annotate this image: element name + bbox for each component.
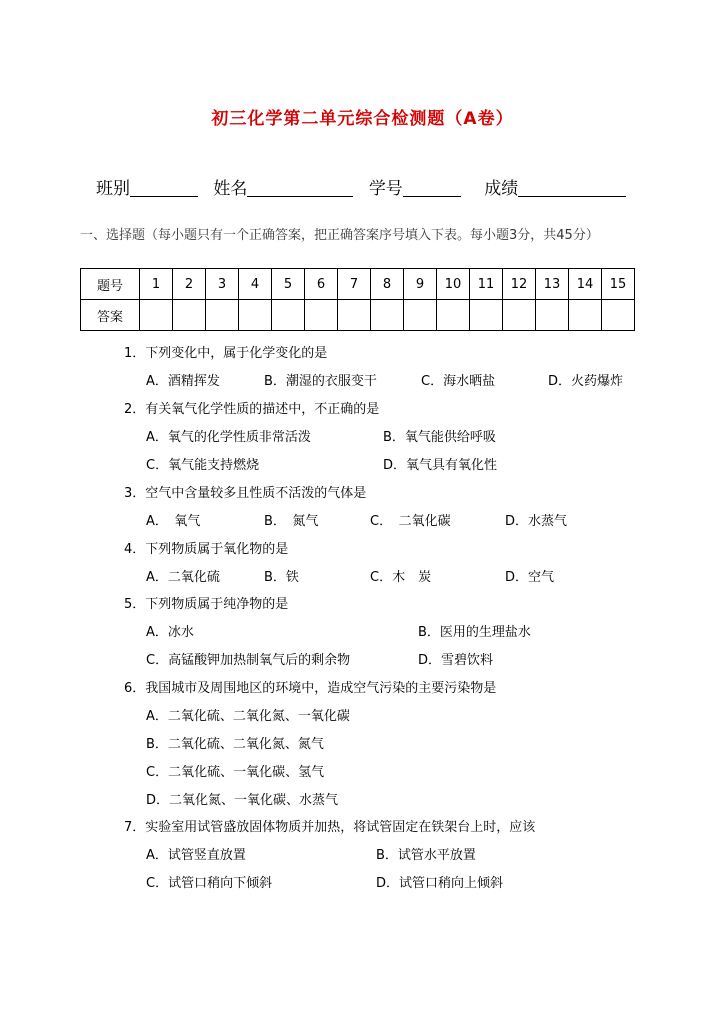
answer-cell[interactable] xyxy=(437,300,470,331)
number-cell: 4 xyxy=(239,269,272,300)
student-info-line xyxy=(96,174,626,199)
q2-option-b: B．氧气能供给呼吸 xyxy=(383,430,496,445)
q3-option-a: A． 氧气 xyxy=(146,514,201,529)
question-1-stem: 1．下列变化中，属于化学变化的是 xyxy=(124,346,328,361)
answer-cell[interactable] xyxy=(239,300,272,331)
q5-option-c: C．高锰酸钾加热制氧气后的剩余物 xyxy=(146,653,351,668)
answer-cell[interactable] xyxy=(503,300,536,331)
q4-option-d: D．空气 xyxy=(505,570,555,585)
q4-option-b: B．铁 xyxy=(264,570,299,585)
question-6-stem: 6．我国城市及周围地区的环境中，造成空气污染的主要污染物是 xyxy=(124,681,497,696)
q5-option-a: A．冰水 xyxy=(146,625,194,640)
q2-option-d: D．氧气具有氧化性 xyxy=(383,458,498,473)
answer-row xyxy=(81,300,635,331)
number-cell: 7 xyxy=(338,269,371,300)
id-blank[interactable] xyxy=(403,178,461,197)
q1-option-a: A．酒精挥发 xyxy=(146,374,220,389)
answer-cell[interactable] xyxy=(338,300,371,331)
number-cell: 14 xyxy=(569,269,602,300)
q3-option-d: D．水蒸气 xyxy=(505,514,568,529)
q2-option-a: A．氧气的化学性质非常活泼 xyxy=(146,430,311,445)
number-cell: 1 xyxy=(140,269,173,300)
q4-option-a: A．二氧化硫 xyxy=(146,570,220,585)
number-cell: 5 xyxy=(272,269,305,300)
q4-option-c: C．木 炭 xyxy=(370,570,432,585)
answer-cell[interactable] xyxy=(470,300,503,331)
number-cell: 13 xyxy=(536,269,569,300)
question-2-stem: 2．有关氧气化学性质的描述中，不正确的是 xyxy=(124,402,380,417)
score-label: 成绩 xyxy=(484,179,519,199)
q6-option-c: C．二氧化硫、一氧化碳、氢气 xyxy=(146,765,325,780)
number-cell: 11 xyxy=(470,269,503,300)
q6-option-d: D．二氧化氮、一氧化碳、水蒸气 xyxy=(146,793,339,808)
answer-cell[interactable] xyxy=(371,300,404,331)
q7-option-c: C．试管口稍向下倾斜 xyxy=(146,876,273,891)
name-blank[interactable] xyxy=(247,178,353,197)
score-blank[interactable] xyxy=(518,178,626,197)
answer-cell[interactable] xyxy=(173,300,206,331)
question-7-stem: 7．实验室用试管盛放固体物质并加热，将试管固定在铁架台上时，应该 xyxy=(124,820,536,835)
answer-row-head: 答案 xyxy=(81,300,140,331)
answer-cell[interactable] xyxy=(140,300,173,331)
question-3-stem: 3．空气中含量较多且性质不活泼的气体是 xyxy=(124,486,367,501)
q6-option-b: B．二氧化硫、二氧化氮、氮气 xyxy=(146,737,324,752)
answer-cell[interactable] xyxy=(272,300,305,331)
question-5-stem: 5．下列物质属于纯净物的是 xyxy=(124,597,289,612)
q3-option-b: B． 氮气 xyxy=(264,514,319,529)
number-cell: 15 xyxy=(602,269,635,300)
answer-table xyxy=(80,268,635,331)
class-blank[interactable] xyxy=(130,178,198,197)
answer-cell[interactable] xyxy=(569,300,602,331)
number-cell: 10 xyxy=(437,269,470,300)
number-cell: 2 xyxy=(173,269,206,300)
q1-option-c: C．海水晒盐 xyxy=(421,374,496,389)
number-cell: 6 xyxy=(305,269,338,300)
q5-option-d: D．雪碧饮料 xyxy=(418,653,494,668)
number-cell: 9 xyxy=(404,269,437,300)
q7-option-b: B．试管水平放置 xyxy=(376,848,476,863)
q1-option-d: D．火药爆炸 xyxy=(548,374,624,389)
number-cell: 8 xyxy=(371,269,404,300)
q7-option-a: A．试管竖直放置 xyxy=(146,848,246,863)
number-cell: 12 xyxy=(503,269,536,300)
answer-cell[interactable] xyxy=(536,300,569,331)
number-row xyxy=(81,269,635,300)
q2-option-c: C．氧气能支持燃烧 xyxy=(146,458,260,473)
q7-option-d: D．试管口稍向上倾斜 xyxy=(376,876,504,891)
page-title: 初三化学第二单元综合检测题（A卷） xyxy=(211,109,514,129)
answer-cell[interactable] xyxy=(404,300,437,331)
q1-option-b: B．潮湿的衣服变干 xyxy=(264,374,377,389)
q3-option-c: C． 二氧化碳 xyxy=(370,514,451,529)
class-label: 班别 xyxy=(96,179,130,199)
answer-cell[interactable] xyxy=(206,300,239,331)
id-label: 学号 xyxy=(368,179,403,199)
answer-cell[interactable] xyxy=(305,300,338,331)
q6-option-a: A．二氧化硫、二氧化氮、一氧化碳 xyxy=(146,709,350,724)
question-4-stem: 4．下列物质属于氧化物的是 xyxy=(124,542,289,557)
q5-option-b: B．医用的生理盐水 xyxy=(418,625,531,640)
number-cell: 3 xyxy=(206,269,239,300)
name-label: 姓名 xyxy=(213,179,248,199)
number-row-head: 题号 xyxy=(81,269,140,300)
section-heading: 一、选择题（每小题只有一个正确答案，把正确答案序号填入下表。每小题3分，共45分） xyxy=(80,228,599,243)
answer-cell[interactable] xyxy=(602,300,635,331)
